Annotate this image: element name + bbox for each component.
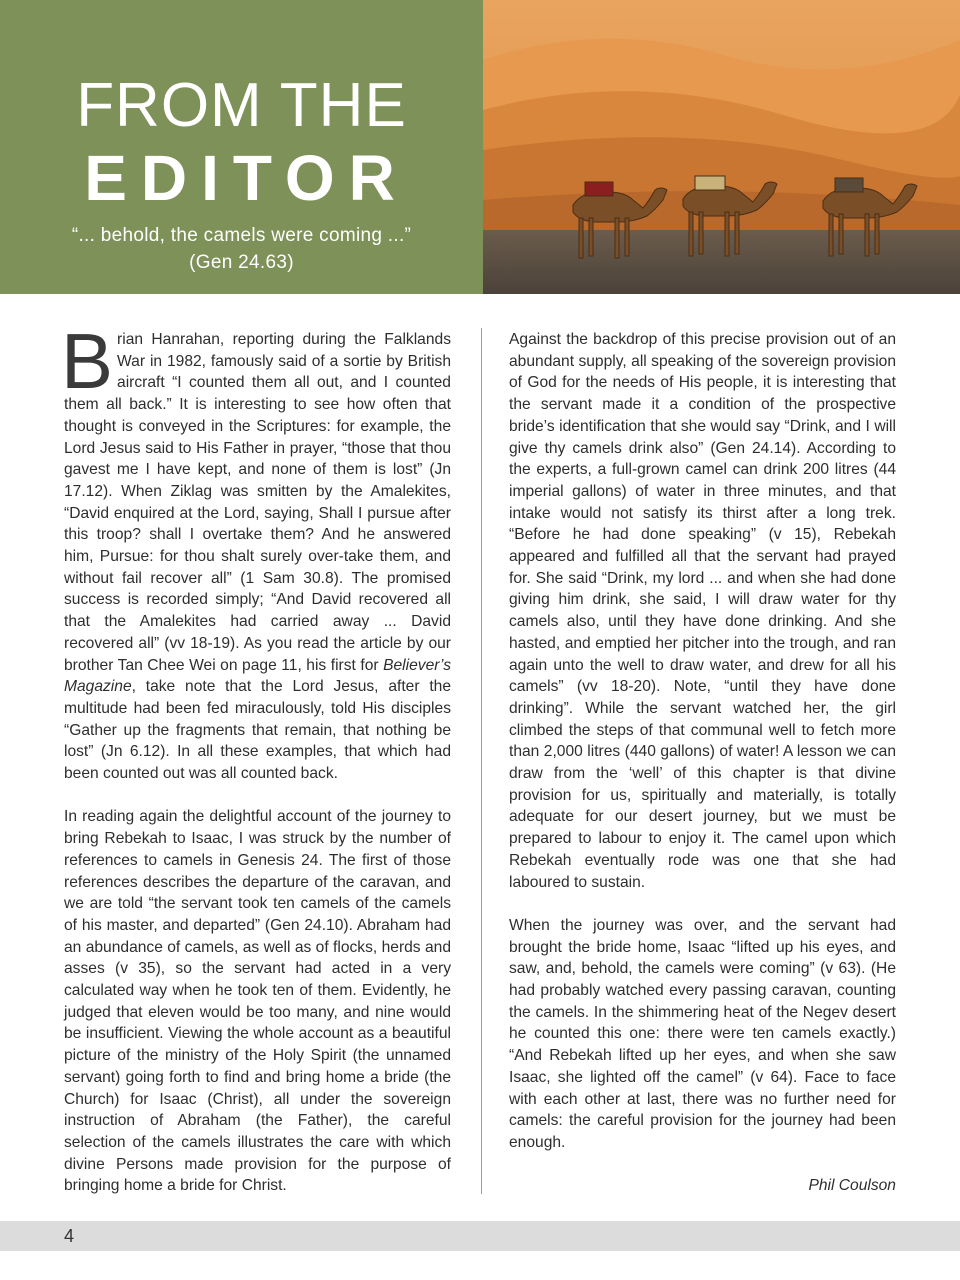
paragraph-1	[61, 317, 451, 785]
column-divider	[481, 328, 482, 1194]
quote-reference: (Gen 24.63)	[189, 252, 294, 273]
article-column-right	[509, 329, 896, 1219]
paragraph-2: In reading again the delightful account of the journey to bring Rebekah to Isaac, I was struck by the number of references to camels in Genesis 24. The first of those references describes the departure of the caravan, and we are told “the servant took ten camels of the camels of his master, and departed” (Gen 24.10). Abraham had an abundance of camels, as well as of flocks, herds and asses (v 35), so the servant had acted in a very calculated way when he took ten of them. Evidently, he judged that eleven would be too many, and nine would be insufficient. Viewing the whole account as a beautiful picture of the ministry of the Holy Spirit (the unnamed servant) going forth to find and bring home a bride (the Church) for Isaac (Christ), all under the sovereign instruction of Abraham (the Father), the careful selection of the camels illustrates the care with which divine Persons made provision for the purpose of bringing home a bride for Christ.	[64, 808, 451, 1195]
author-signature: Phil Coulson	[808, 1177, 896, 1195]
quote-text: “... behold, the camels were coming ...”	[71, 225, 412, 246]
paragraph-4: When the journey was over, and the servant had brought the bride home, Isaac “lifted up his eyes, and saw, and, behold, the camels were coming” (v 63). (He had probably watched every passing caravan, counting the camels. In the shimmering heat of the Negev desert he counted this one: there were ten camels exactly.) “And Rebekah lifted up her eyes, and when she saw Isaac, she lighted off the camel” (v 64). Face to face with each other at last, there was no further need for camels: the careful provision for the journey had been enough.	[509, 916, 896, 1151]
article-column-left	[61, 317, 451, 1219]
title-editor: EDITOR	[84, 142, 409, 214]
page-header	[0, 0, 960, 294]
title-from-the: FROM THE	[76, 71, 407, 140]
title-panel	[0, 0, 483, 294]
desert-camel-caravan-image	[483, 0, 960, 294]
footer-bar	[0, 1221, 960, 1251]
page-number: 4	[64, 1226, 75, 1246]
paragraph-1-rest: , take note that the Lord Jesus, after the multitude had been fed miraculously, told His disciples “Gather up the fragments that remain, that nothing be lost” (Jn 6.12). In all these examples, that which had been counted out was all counted back.	[64, 678, 451, 783]
drop-cap: B	[61, 317, 114, 405]
magazine-title: Believer’s Magazine	[64, 656, 451, 696]
paragraph-3: Against the backdrop of this precise provision out of an abundant supply, all speaking of the sovereign provision of God for the needs of His people, it is interesting that the servant made it a condition of the prospective bride’s identification that she would say “Drink, and I will give thy camels drink also” (Gen 24.14). According to the experts, a full-grown camel can drink 200 litres (44 imperial gallons) of water in three minutes, and that intake would not satisfy its thirst after a long trek. “Before he had done speaking” (v 15), Rebekah appeared and fulfilled all that the servant had prayed for. She said “Drink, my lord ... and when she had done giving him drink, she said, I will draw water for thy camels also, until they have done drinking. And she hasted, and emptied her pitcher into the trough, and ran again unto the well to draw water, and drew for all his camels” (vv 18-20). Note, “until they have done drinking”. While the servant watched her, the girl climbed the steps of that communal well to fetch more than 2,000 litres (440 gallons) of water! A lesson we can draw from the ‘well’ of this chapter is that divine provision for us, spiritually and materially, is totally adequate for our desert journey, but we must be prepared to labour to enjoy it. The camel upon which Rebekah eventually rode was one that she had laboured to sustain.	[509, 331, 896, 891]
header-quote	[0, 222, 483, 276]
paragraph-1-intro: rian Hanrahan, reporting during the Falklands War in 1982, famously said of a sortie by British aircraft “I counted them all out, and I counted them all back.” It is interesting to see how often that thought is conveyed in the Scriptures: for example, the Lord Jesus said to His Father in prayer, “those that thou gavest me I have kept, and none of them is lost” (Jn 17.12). When Ziklag was smitten by the Amalekites, “David enquired at the Lord, saying, Shall I pursue after this troop? shall I overtake them? And he answered him, Pursue: for thou shalt surely over-take them, and without fail recover all” (1 Sam 30.8). The promised success is recorded simply; “And David recovered all that the Amalekites had carried away ... David recovered all” (vv 18-19). As you read the article by our brother Tan Chee Wei on page 11, his first for	[64, 331, 451, 674]
